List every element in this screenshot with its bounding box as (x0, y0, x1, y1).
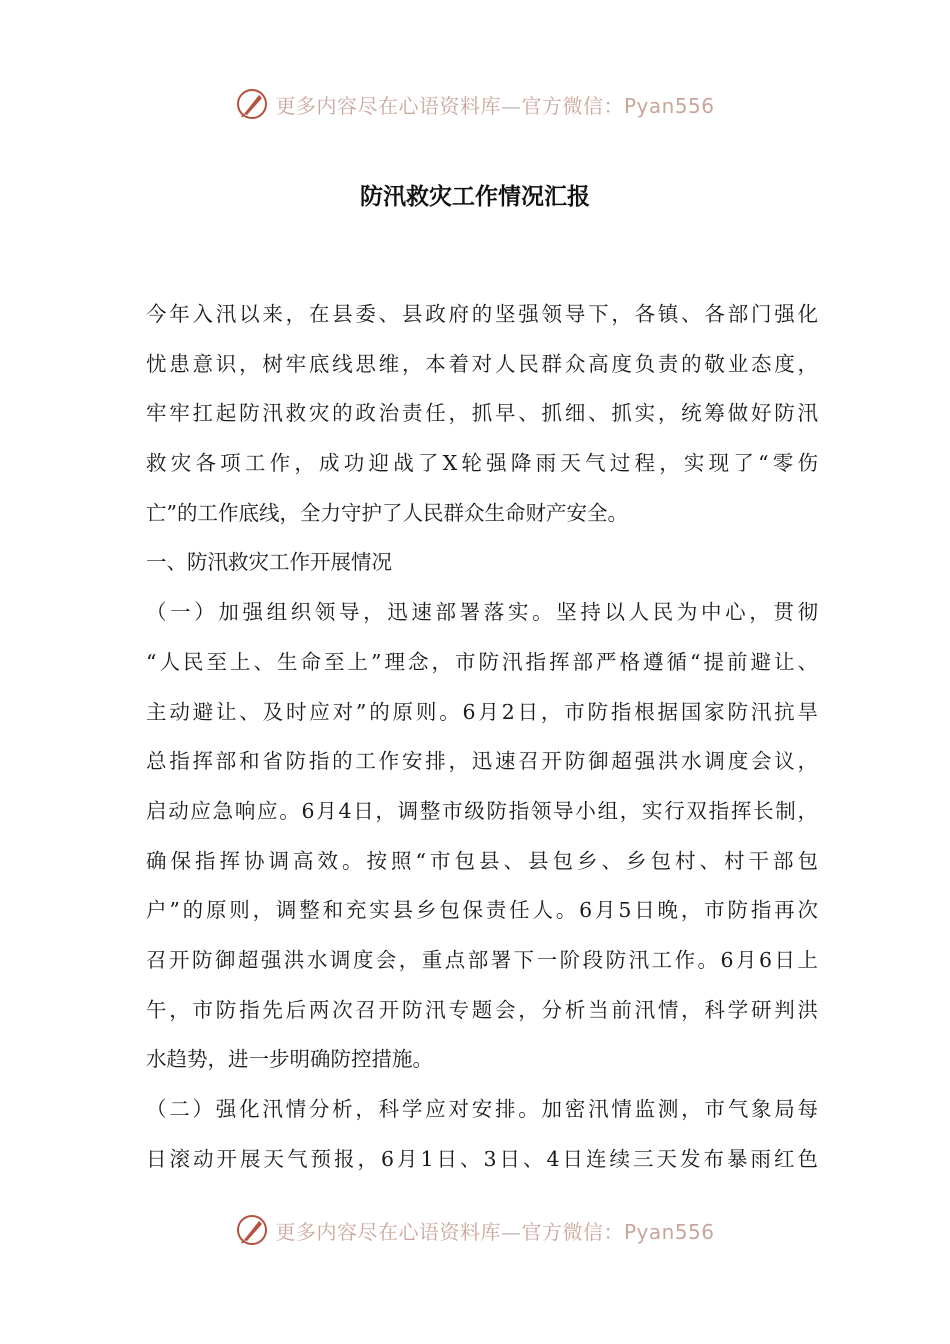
body-line: 亡”的工作底线，全力守护了人民群众生命财产安全。 (146, 500, 628, 525)
body-line: 启动应急响应。6月4日，调整市级防指领导小组，实行双指挥长制， (146, 798, 818, 823)
watermark-text (275, 1216, 714, 1245)
section-heading: 一、防汛救灾工作开展情况 (146, 550, 392, 575)
watermark-official-label: 官方微信： (521, 1219, 624, 1244)
watermark-main-text: 更多内容尽在心语资料库 (275, 1219, 501, 1244)
body-line: 牢牢扛起防汛救灾的政治责任，抓早、抓细、抓实，统筹做好防汛 (146, 401, 818, 426)
watermark-dash: — (500, 1219, 522, 1244)
document-body (146, 290, 818, 1184)
body-line: （一）加强组织领导，迅速部署落实。坚持以人民为中心，贯彻 (146, 600, 818, 625)
watermark-dash: — (500, 93, 522, 118)
header-watermark-banner (0, 84, 950, 124)
quill-pen-logo-icon (235, 1213, 269, 1247)
watermark-official-label: 官方微信： (521, 93, 624, 118)
body-line: 午，市防指先后两次召开防汛专题会，分析当前汛情，科学研判洪 (146, 997, 818, 1022)
body-line: 今年入汛以来，在县委、县政府的坚强领导下，各镇、各部门强化 (146, 302, 818, 326)
watermark-main-text: 更多内容尽在心语资料库 (275, 93, 501, 118)
body-line: 忧患意识，树牢底线思维，本着对人民群众高度负责的敬业态度， (146, 351, 818, 376)
body-line: 总指挥部和省防指的工作安排，迅速召开防御超强洪水调度会议， (146, 749, 818, 774)
watermark-wechat-id: Pyan556 (623, 93, 715, 118)
footer-watermark-banner (0, 1210, 950, 1250)
document-title: 防汛救灾工作情况汇报 (360, 183, 590, 210)
body-line: 水趋势，进一步明确防控措施。 (146, 1047, 433, 1072)
watermark-text (275, 90, 714, 119)
body-line: “人民至上、生命至上”理念，市防汛指挥部严格遵循“提前避让、 (146, 649, 818, 674)
body-line: （二）强化汛情分析，科学应对安排。加密汛情监测，市气象局每 (146, 1097, 818, 1121)
body-line: 召开防御超强洪水调度会，重点部署下一阶段防汛工作。6月6日上 (146, 947, 818, 972)
body-line: 主动避让、及时应对”的原则。6月2日，市防指根据国家防汛抗旱 (146, 699, 818, 724)
body-line: 日滚动开展天气预报，6月1日、3日、4日连续三天发布暴雨红色 (146, 1146, 818, 1171)
quill-pen-logo-icon (235, 87, 269, 121)
body-line: 确保指挥协调高效。按照“市包县、县包乡、乡包村、村干部包 (146, 848, 818, 873)
body-line: 户”的原则，调整和充实县乡包保责任人。6月5日晚，市防指再次 (146, 898, 818, 923)
body-line: 救灾各项工作，成功迎战了X轮强降雨天气过程，实现了“零伤 (146, 451, 818, 476)
watermark-wechat-id: Pyan556 (623, 1219, 715, 1244)
